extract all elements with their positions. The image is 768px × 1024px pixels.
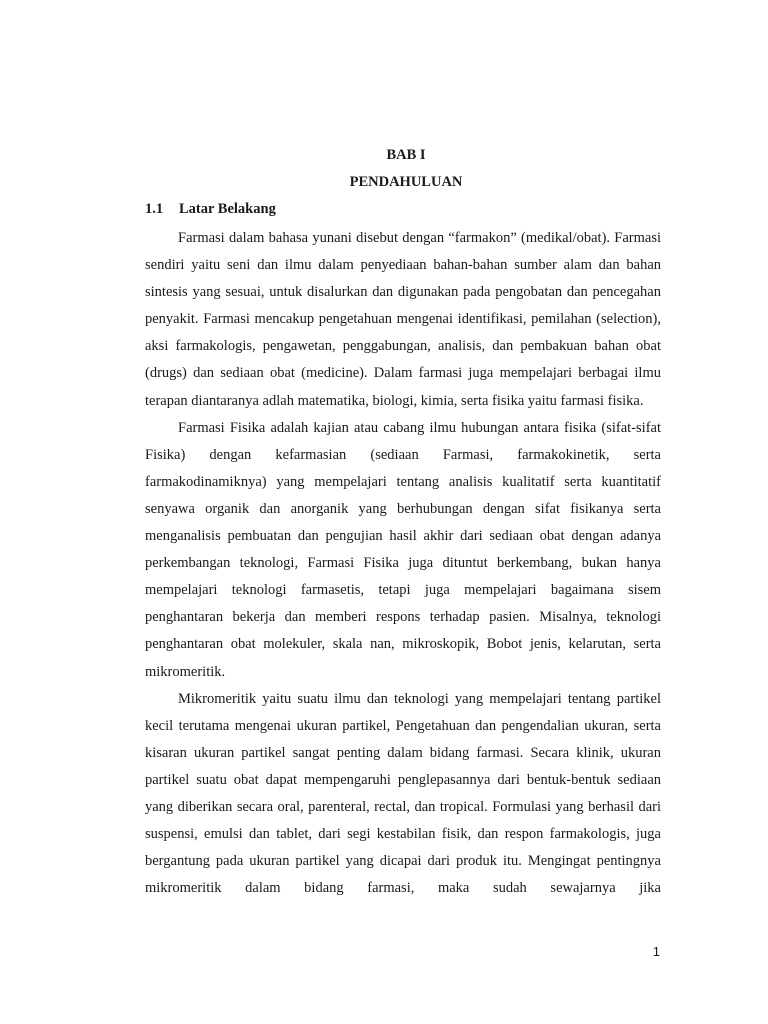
chapter-title: PENDAHULUAN bbox=[349, 174, 463, 190]
paragraph-3: Mikromeritik yaitu suatu ilmu dan teknologi yang mempelajari tentang partikel kecil terutama mengenai ukuran partikel, Pengetahuan dan pengendalian ukuran, serta kisaran ukuran partikel sangat penting dalam bidang farmasi. Secara klinik, ukuran partikel suatu obat dapat mempengaruhi penglepasannya dari bentuk-bentuk sediaan yang diberikan secara oral, parenteral, rectal, dan tropical. Formulasi yang berhasil dari suspensi, emulsi dan tablet, dari segi kestabilan fisik, dan respon farmakologis, juga bergantung pada ukuran partikel yang dicapai dari produk itu. Mengingat pentingnya mikromeritik dalam bidang farmasi, maka sudah sewajarnya jika bbox=[145, 690, 661, 897]
paragraph-1: Farmasi dalam bahasa yunani disebut dengan “farmakon” (medikal/obat). Farmasi sendiri yaitu seni dan ilmu dalam penyediaan bahan-bahan sumber alam dan bahan sintesis yang sesuai, untuk disalurkan dan digunakan pada pengobatan dan pencegahan penyakit. Farmasi mencakup pengetahuan mengenai identifikasi, pemilahan (selection), aksi farmakologis, pengawetan, penggabungan, analisis, dan pembakuan bahan obat (drugs) dan sediaan obat (medicine). Dalam farmasi juga mempelajari berbagai ilmu terapan diantaranya adlah matematika, biologi, kimia, serta fisika yaitu farmasi fisika. bbox=[145, 230, 661, 409]
section-heading bbox=[145, 201, 276, 218]
section-number: 1.1 bbox=[145, 201, 164, 217]
paragraph-2: Farmasi Fisika adalah kajian atau cabang ilmu hubungan antara fisika (sifat-sifat Fisika) dengan kefarmasian (sediaan Farmasi, farmakokinetik, serta farmakodinamiknya) yang mempelajari tentang analisis kualitatif serta kuantitatif senyawa organik dan anorganik yang berhubungan dengan sifat fisikanya serta menganalisis pembuatan dan pengujian hasil akhir dari sediaan obat dengan adanya perkembangan teknologi, Farmasi Fisika juga dituntut berkembang, bukan hanya mempelajari teknologi farmasetis, tetapi juga mempelajari bagaimana sisem penghantaran bekerja dan memberi respons terhadap pasien. Misalnya, teknologi penghantaran obat molekuler, skala nan, mikroskopik, Bobot jenis, kelarutan, serta mikromeritik. bbox=[145, 419, 661, 680]
page-number: 1 bbox=[652, 944, 660, 959]
chapter-number: BAB I bbox=[386, 147, 426, 163]
body-text bbox=[145, 225, 661, 902]
section-title: Latar Belakang bbox=[179, 201, 276, 217]
